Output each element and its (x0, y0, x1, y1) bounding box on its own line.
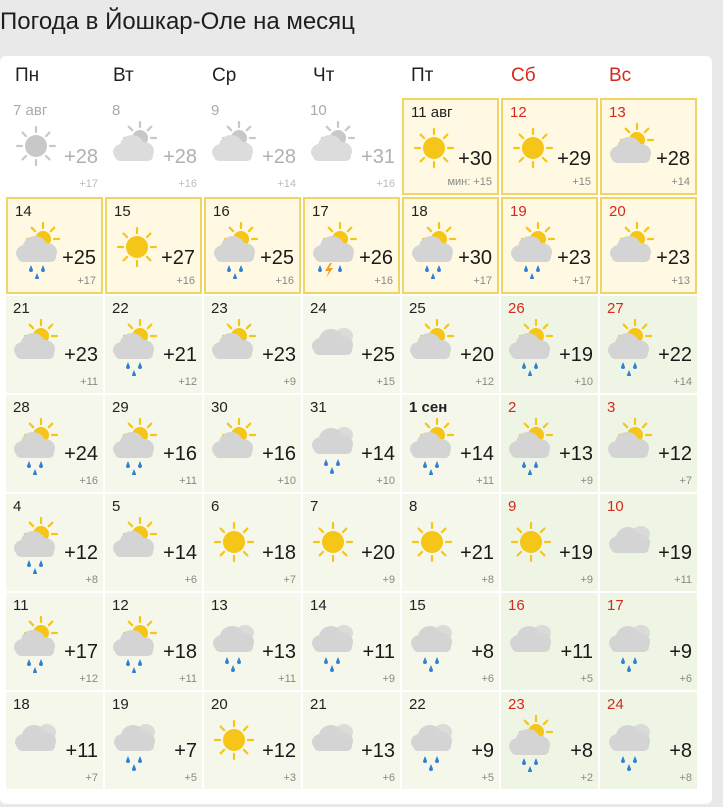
day-high-temp: +20 (361, 542, 395, 564)
sun-icon (405, 514, 459, 574)
cloud-rain-icon (306, 613, 360, 673)
sun-cloud-icon (207, 118, 261, 178)
day-date: 18 (411, 203, 428, 220)
day-date: 12 (510, 104, 527, 121)
day-high-temp: +21 (163, 344, 197, 366)
day-high-temp: +12 (262, 740, 296, 762)
day-high-temp: +31 (361, 146, 395, 168)
day-high-temp: +8 (570, 740, 593, 762)
sun-icon (9, 118, 63, 178)
day-cell[interactable] (204, 395, 301, 492)
day-date: 6 (211, 498, 220, 515)
sun-cloud-rain-icon (9, 415, 63, 475)
day-cell[interactable] (402, 395, 499, 492)
weekday-0: Пн (15, 65, 40, 86)
day-low-temp: +5 (580, 673, 593, 685)
day-date: 24 (607, 696, 624, 713)
day-low-temp: +16 (79, 475, 98, 487)
day-date: 7 авг (13, 102, 48, 119)
day-date: 29 (112, 399, 129, 416)
day-low-temp: +11 (80, 376, 98, 388)
day-high-temp: +27 (161, 247, 195, 269)
day-cell[interactable] (303, 98, 400, 195)
day-high-temp: +9 (669, 641, 692, 663)
day-date: 19 (510, 203, 527, 220)
day-high-temp: +30 (458, 148, 492, 170)
day-high-temp: +23 (64, 344, 98, 366)
day-date: 13 (211, 597, 228, 614)
weekday-6: Вс (609, 65, 632, 86)
day-cell[interactable] (105, 395, 202, 492)
day-high-temp: +13 (262, 641, 296, 663)
day-cell[interactable] (105, 197, 202, 294)
day-high-temp: +23 (656, 247, 690, 269)
sun-cloud-rain-icon (209, 219, 263, 279)
sun-cloud-rain-icon (9, 514, 63, 574)
day-low-temp: +8 (481, 574, 494, 586)
day-cell[interactable] (303, 197, 400, 294)
day-cell[interactable] (105, 494, 202, 591)
day-low-temp: +14 (277, 178, 296, 190)
day-date: 16 (213, 203, 230, 220)
day-date: 1 сен (409, 399, 448, 416)
day-date: 5 (112, 498, 121, 515)
day-cell[interactable] (600, 692, 697, 789)
day-low-temp: +9 (382, 673, 395, 685)
weekday-3: Чт (313, 65, 335, 86)
day-cell[interactable] (204, 593, 301, 690)
day-date: 11 авг (411, 104, 453, 121)
cloud-icon (504, 613, 558, 673)
day-high-temp: +19 (559, 542, 593, 564)
day-cell[interactable] (303, 395, 400, 492)
day-cell[interactable] (402, 692, 499, 789)
day-high-temp: +12 (64, 542, 98, 564)
day-high-temp: +7 (174, 740, 197, 762)
sun-icon (306, 514, 360, 574)
day-low-temp: +14 (673, 376, 692, 388)
day-cell[interactable] (402, 296, 499, 393)
day-date: 27 (607, 300, 624, 317)
day-low-temp: +11 (179, 475, 197, 487)
sun-cloud-rain-icon (405, 415, 459, 475)
day-cell[interactable] (600, 197, 697, 294)
weekday-4: Пт (411, 65, 434, 86)
day-high-temp: +22 (658, 344, 692, 366)
weekday-2: Ср (212, 65, 237, 86)
sun-cloud-rain-icon (407, 219, 461, 279)
day-date: 2 (508, 399, 517, 416)
day-cell[interactable] (501, 197, 598, 294)
cloud-icon (9, 712, 63, 772)
day-low-temp: +16 (376, 178, 395, 190)
day-cell[interactable] (6, 395, 103, 492)
day-cell[interactable] (105, 692, 202, 789)
day-low-temp: +16 (178, 178, 197, 190)
day-high-temp: +11 (362, 641, 395, 663)
day-high-temp: +8 (669, 740, 692, 762)
day-low-temp: +6 (679, 673, 692, 685)
sun-cloud-icon (207, 415, 261, 475)
sun-cloud-rain-icon (108, 415, 162, 475)
day-date: 21 (310, 696, 327, 713)
sun-cloud-rain-icon (11, 219, 65, 279)
day-date: 24 (310, 300, 327, 317)
day-low-temp: +5 (184, 772, 197, 784)
day-low-temp: +6 (382, 772, 395, 784)
day-low-temp: +2 (580, 772, 593, 784)
sun-cloud-storm-icon (308, 219, 362, 279)
day-low-temp: +15 (572, 176, 591, 188)
cloud-rain-icon (108, 712, 162, 772)
sun-icon (504, 514, 558, 574)
day-low-temp: +8 (85, 574, 98, 586)
sun-cloud-icon (405, 316, 459, 376)
day-date: 10 (310, 102, 327, 119)
day-cell[interactable] (600, 296, 697, 393)
day-high-temp: +19 (559, 344, 593, 366)
day-cell[interactable] (600, 593, 697, 690)
day-cell[interactable] (6, 692, 103, 789)
day-low-temp: +11 (179, 673, 197, 685)
day-cell[interactable] (402, 98, 499, 195)
day-high-temp: +30 (458, 247, 492, 269)
day-high-temp: +24 (64, 443, 98, 465)
cloud-rain-icon (603, 712, 657, 772)
cloud-rain-icon (405, 712, 459, 772)
day-low-temp: +13 (671, 275, 690, 287)
day-date: 9 (211, 102, 220, 119)
day-low-temp: +11 (674, 574, 692, 586)
day-date: 14 (310, 597, 327, 614)
day-low-temp: +10 (277, 475, 296, 487)
day-date: 10 (607, 498, 624, 515)
cloud-icon (306, 712, 360, 772)
day-low-temp: +3 (283, 772, 296, 784)
day-high-temp: +8 (471, 641, 494, 663)
day-date: 17 (312, 203, 329, 220)
day-cell[interactable] (105, 296, 202, 393)
sun-cloud-icon (605, 120, 659, 180)
day-cell[interactable] (6, 197, 103, 294)
day-high-temp: +29 (557, 148, 591, 170)
day-high-temp: +11 (560, 641, 593, 663)
day-date: 8 (112, 102, 121, 119)
day-low-temp: +9 (580, 475, 593, 487)
day-date: 4 (13, 498, 22, 515)
day-low-temp: +16 (275, 275, 294, 287)
day-low-temp: +7 (85, 772, 98, 784)
day-date: 26 (508, 300, 525, 317)
day-cell[interactable] (600, 395, 697, 492)
sun-cloud-rain-icon (504, 712, 558, 772)
day-high-temp: +23 (557, 247, 591, 269)
day-date: 3 (607, 399, 616, 416)
sun-cloud-icon (9, 316, 63, 376)
day-cell[interactable] (303, 593, 400, 690)
day-low-temp: +12 (475, 376, 494, 388)
day-date: 15 (409, 597, 426, 614)
day-low-temp: +12 (178, 376, 197, 388)
cloud-rain-icon (405, 613, 459, 673)
weekday-5: Сб (511, 65, 536, 86)
day-cell[interactable] (600, 98, 697, 195)
day-cell[interactable] (501, 692, 598, 789)
day-high-temp: +19 (658, 542, 692, 564)
day-low-temp: +6 (184, 574, 197, 586)
day-date: 14 (15, 203, 32, 220)
cloud-rain-icon (207, 613, 261, 673)
day-high-temp: +17 (64, 641, 98, 663)
sun-cloud-icon (603, 415, 657, 475)
day-date: 23 (508, 696, 525, 713)
day-cell[interactable] (6, 296, 103, 393)
day-high-temp: +16 (262, 443, 296, 465)
day-date: 31 (310, 399, 327, 416)
day-date: 20 (211, 696, 228, 713)
day-high-temp: +26 (359, 247, 393, 269)
day-low-temp: +9 (283, 376, 296, 388)
day-low-temp: +17 (473, 275, 492, 287)
day-high-temp: +11 (65, 740, 98, 762)
day-high-temp: +14 (361, 443, 395, 465)
cloud-icon (306, 316, 360, 376)
day-date: 19 (112, 696, 129, 713)
day-high-temp: +20 (460, 344, 494, 366)
day-high-temp: +13 (559, 443, 593, 465)
day-date: 8 (409, 498, 418, 515)
day-date: 12 (112, 597, 129, 614)
day-cell[interactable] (204, 197, 301, 294)
sun-cloud-icon (108, 514, 162, 574)
day-date: 21 (13, 300, 30, 317)
day-low-temp: +9 (580, 574, 593, 586)
day-high-temp: +16 (163, 443, 197, 465)
day-date: 11 (13, 597, 29, 614)
sun-cloud-icon (605, 219, 659, 279)
day-cell[interactable] (303, 296, 400, 393)
day-low-temp: +14 (671, 176, 690, 188)
day-date: 22 (112, 300, 129, 317)
day-low-temp: +15 (376, 376, 395, 388)
day-high-temp: +21 (460, 542, 494, 564)
sun-cloud-rain-icon (9, 613, 63, 673)
sun-cloud-icon (108, 118, 162, 178)
day-high-temp: +13 (361, 740, 395, 762)
day-high-temp: +9 (471, 740, 494, 762)
sun-cloud-rain-icon (603, 316, 657, 376)
day-low-temp: +16 (374, 275, 393, 287)
sun-icon (207, 712, 261, 772)
day-cell[interactable] (204, 494, 301, 591)
day-date: 28 (13, 399, 30, 416)
day-high-temp: +25 (62, 247, 96, 269)
sun-icon (506, 120, 560, 180)
cloud-rain-icon (603, 613, 657, 673)
day-date: 13 (609, 104, 626, 121)
day-high-temp: +28 (656, 148, 690, 170)
day-high-temp: +28 (262, 146, 296, 168)
day-date: 23 (211, 300, 228, 317)
day-cell[interactable] (105, 593, 202, 690)
day-cell[interactable] (501, 593, 598, 690)
sun-cloud-rain-icon (108, 316, 162, 376)
sun-cloud-icon (207, 316, 261, 376)
day-high-temp: +12 (658, 443, 692, 465)
day-cell[interactable] (204, 296, 301, 393)
sun-icon (407, 120, 461, 180)
day-low-temp: +11 (278, 673, 296, 685)
day-date: 7 (310, 498, 319, 515)
sun-cloud-rain-icon (108, 613, 162, 673)
day-cell[interactable] (501, 296, 598, 393)
day-high-temp: +28 (64, 146, 98, 168)
day-cell[interactable] (6, 593, 103, 690)
page-title: Погода в Йошкар-Оле на месяц (0, 8, 355, 35)
day-high-temp: +18 (163, 641, 197, 663)
day-date: 9 (508, 498, 517, 515)
day-cell[interactable] (501, 494, 598, 591)
day-low-temp: +7 (679, 475, 692, 487)
day-cell[interactable] (105, 98, 202, 195)
day-cell[interactable] (501, 98, 598, 195)
day-date: 25 (409, 300, 426, 317)
cloud-icon (603, 514, 657, 574)
sun-cloud-rain-icon (506, 219, 560, 279)
day-cell[interactable] (402, 593, 499, 690)
day-low-temp: +5 (481, 772, 494, 784)
day-cell[interactable] (501, 395, 598, 492)
day-cell[interactable] (204, 98, 301, 195)
day-low-temp: +10 (574, 376, 593, 388)
day-low-temp: +6 (481, 673, 494, 685)
day-date: 18 (13, 696, 30, 713)
day-low-temp: +17 (77, 275, 96, 287)
sun-cloud-rain-icon (504, 316, 558, 376)
day-low-temp: +16 (176, 275, 195, 287)
day-date: 22 (409, 696, 426, 713)
sun-icon (110, 219, 164, 279)
day-cell[interactable] (303, 692, 400, 789)
day-high-temp: +25 (260, 247, 294, 269)
day-high-temp: +18 (262, 542, 296, 564)
day-date: 16 (508, 597, 525, 614)
day-date: 30 (211, 399, 228, 416)
cloud-rain-icon (306, 415, 360, 475)
day-cell[interactable] (6, 98, 103, 195)
day-low-temp: +10 (376, 475, 395, 487)
day-cell[interactable] (600, 494, 697, 591)
day-low-temp: мин: +15 (447, 176, 492, 188)
day-high-temp: +25 (361, 344, 395, 366)
day-low-temp: +8 (679, 772, 692, 784)
day-high-temp: +23 (262, 344, 296, 366)
day-cell[interactable] (6, 494, 103, 591)
sun-icon (207, 514, 261, 574)
day-high-temp: +28 (163, 146, 197, 168)
weekday-1: Вт (113, 65, 134, 86)
day-high-temp: +14 (163, 542, 197, 564)
day-cell[interactable] (402, 197, 499, 294)
day-low-temp: +9 (382, 574, 395, 586)
day-high-temp: +14 (460, 443, 494, 465)
day-low-temp: +7 (283, 574, 296, 586)
sun-cloud-icon (306, 118, 360, 178)
day-date: 20 (609, 203, 626, 220)
day-date: 17 (607, 597, 624, 614)
day-cell[interactable] (204, 692, 301, 789)
sun-cloud-rain-icon (504, 415, 558, 475)
day-cell[interactable] (402, 494, 499, 591)
day-date: 15 (114, 203, 131, 220)
day-low-temp: +12 (79, 673, 98, 685)
day-low-temp: +17 (79, 178, 98, 190)
day-low-temp: +11 (476, 475, 494, 487)
day-low-temp: +17 (572, 275, 591, 287)
day-cell[interactable] (303, 494, 400, 591)
